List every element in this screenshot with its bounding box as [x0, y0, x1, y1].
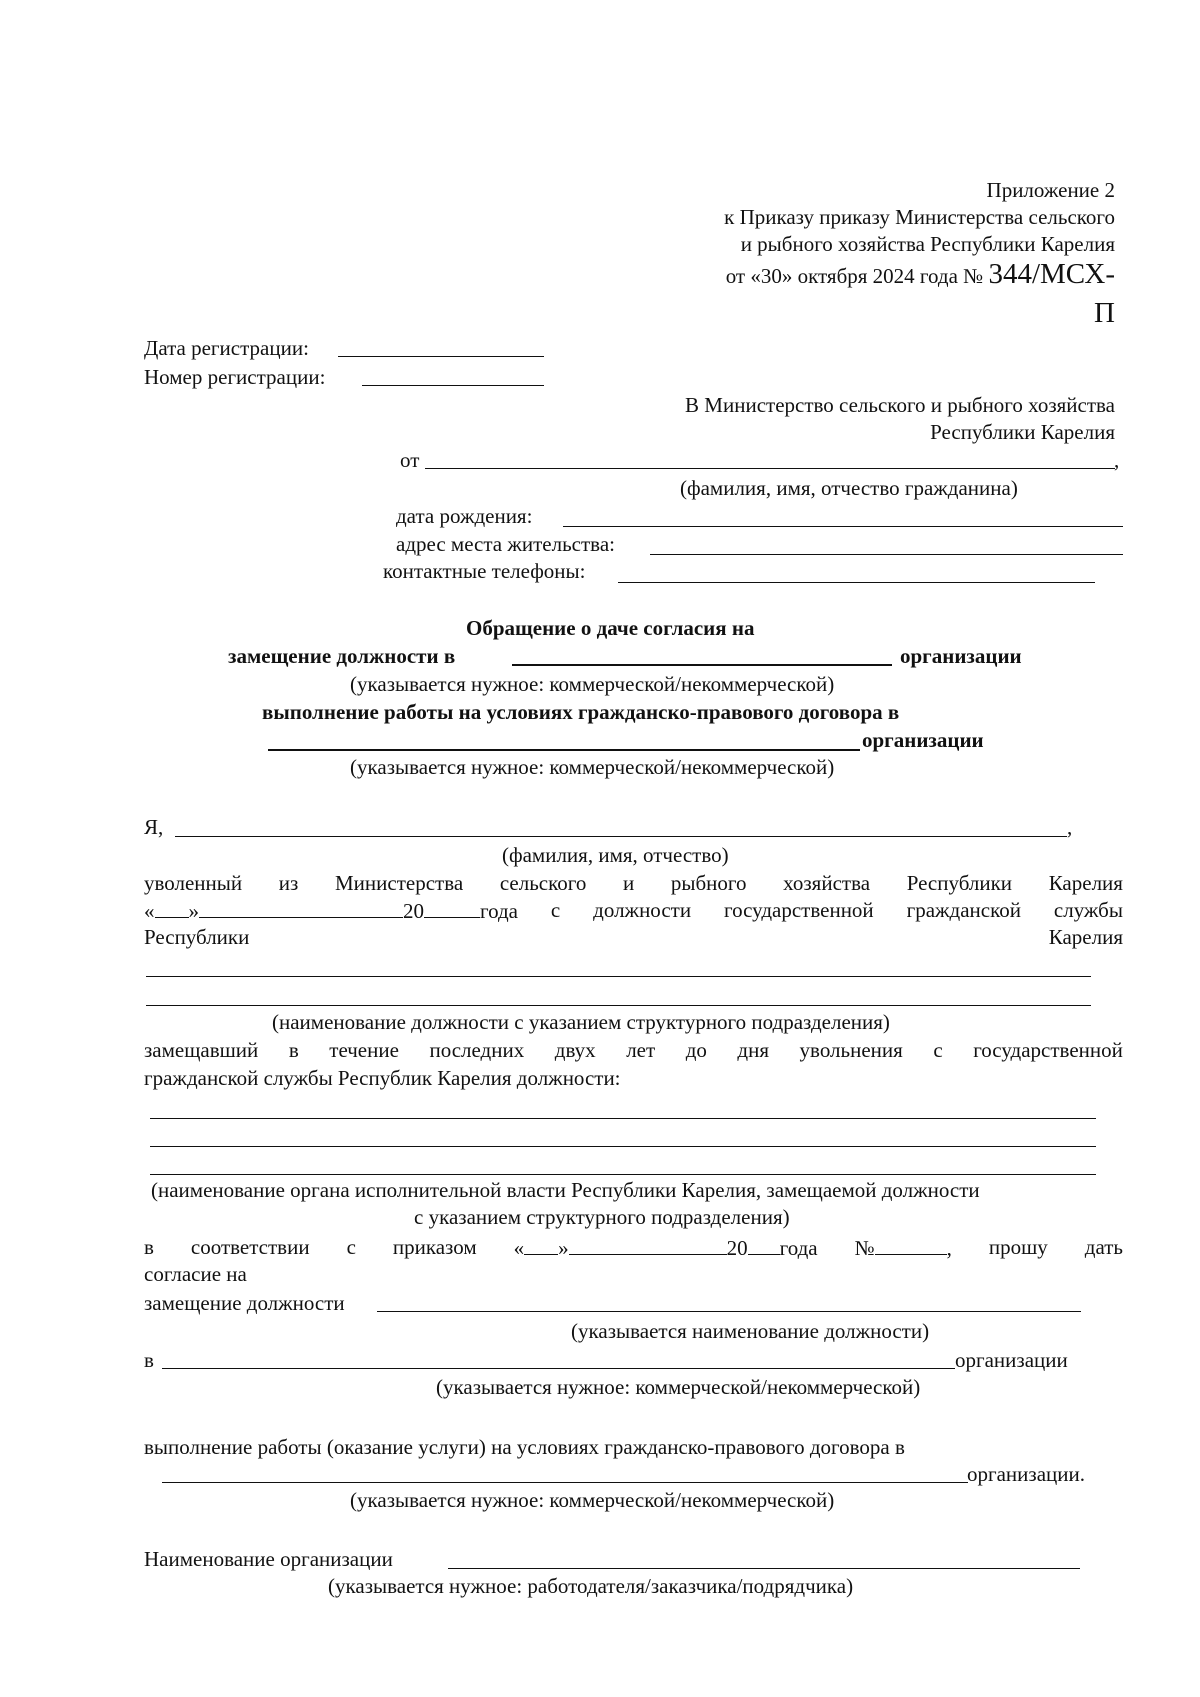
- order-day-field[interactable]: [524, 1234, 558, 1255]
- organization-hint: (указывается нужное: коммерческой/некоммерческой): [436, 1375, 921, 1399]
- body-hint-line-1: (наименование органа исполнительной власти Республики Карелия, замещаемой должности: [151, 1178, 980, 1202]
- order-word: дать: [1084, 1235, 1123, 1259]
- phones-field[interactable]: [618, 582, 1095, 583]
- full-name-hint: (фамилия, имя, отчество): [502, 843, 729, 867]
- dismissed-word: уволенный: [144, 871, 243, 895]
- replaced-word: двух: [554, 1038, 596, 1062]
- addressee-line-1: В Министерство сельского и рыбного хозяйства: [685, 393, 1115, 417]
- dismissed-word: рыбного: [670, 871, 747, 895]
- organization-word: организации: [955, 1348, 1068, 1372]
- title-org-field-1[interactable]: [512, 664, 892, 666]
- work-performance-line: выполнение работы (оказание услуги) на условиях гражданско-правового договора в: [144, 1435, 905, 1459]
- title-org-field-2[interactable]: [268, 749, 860, 751]
- from-label: от: [400, 448, 420, 472]
- annex-line-2: к Приказу приказу Министерства сельского: [724, 205, 1115, 229]
- dismissal-year-field[interactable]: [424, 897, 480, 918]
- replaced-word: государственной: [973, 1038, 1123, 1062]
- replaced-word: лет: [626, 1038, 656, 1062]
- full-name-field[interactable]: [175, 836, 1067, 837]
- birth-date-field[interactable]: [563, 526, 1123, 527]
- dismissal-day-field[interactable]: [155, 897, 189, 918]
- body-field-3[interactable]: [150, 1174, 1096, 1175]
- organization-name-hint: (указывается нужное: работодателя/заказчика/подрядчика): [328, 1574, 854, 1598]
- order-number: 344/МСХ-: [988, 258, 1115, 290]
- title-hint-2: (указывается нужное: коммерческой/некоммерческой): [350, 755, 835, 779]
- registration-number-field[interactable]: [362, 385, 544, 386]
- order-number-fields: № ,: [854, 1236, 952, 1260]
- body-field-1[interactable]: [150, 1118, 1096, 1119]
- organization-name-label: Наименование организации: [144, 1547, 393, 1571]
- order-year-field[interactable]: [748, 1234, 780, 1255]
- replaced-word: течение: [329, 1038, 399, 1062]
- replaced-word: в: [288, 1038, 299, 1062]
- organization-field[interactable]: [162, 1368, 955, 1369]
- dismissed-word: хозяйства: [783, 871, 871, 895]
- order-date-fields: « » 20 года: [513, 1236, 818, 1260]
- annex-date-line: [725, 258, 1115, 290]
- work-organization-field[interactable]: [162, 1482, 968, 1483]
- dismissed-word: Карелия: [1048, 871, 1123, 895]
- consent-to-label: согласие на: [144, 1262, 247, 1286]
- replaced-word: увольнения: [799, 1038, 903, 1062]
- replaced-word: до: [685, 1038, 707, 1062]
- position-field-2[interactable]: [146, 1005, 1091, 1006]
- dismissal-word: гражданской: [906, 898, 1021, 922]
- birth-date-label: дата рождения:: [396, 504, 533, 528]
- dismissed-word: из: [278, 871, 299, 895]
- dismissal-word: с: [550, 898, 561, 922]
- from-hint: (фамилия, имя, отчество гражданина): [680, 476, 1018, 500]
- annex-line-3: и рыбного хозяйства Республики Карелия: [740, 232, 1115, 256]
- position-substitution-field[interactable]: [377, 1311, 1081, 1312]
- from-field[interactable]: [425, 468, 1115, 469]
- in-label: в: [144, 1348, 154, 1372]
- dismissal-word: должности: [593, 898, 692, 922]
- dismissed-line: [144, 870, 1123, 896]
- address-field[interactable]: [650, 554, 1123, 555]
- republic-line: [144, 924, 1123, 950]
- dismissed-word: и: [622, 871, 635, 895]
- registration-date-label: Дата регистрации:: [144, 336, 309, 360]
- title-line-1: Обращение о даче согласия на: [466, 616, 755, 640]
- dismissed-word: сельского: [499, 871, 587, 895]
- registration-number-label: Номер регистрации:: [144, 365, 326, 389]
- title-line-3: выполнение работы на условиях гражданско-правового договора в: [262, 700, 900, 724]
- full-name-comma: ,: [1067, 815, 1073, 839]
- order-number-field[interactable]: [875, 1234, 947, 1255]
- addressee-line-2: Республики Карелия: [930, 420, 1115, 444]
- registration-date-field[interactable]: [338, 356, 544, 357]
- order-number-suffix: П: [1094, 297, 1115, 329]
- title-line-2-org: организации: [900, 644, 1022, 668]
- phones-label: контактные телефоны:: [383, 559, 586, 583]
- from-comma: ,: [1114, 448, 1120, 472]
- dismissal-month-field[interactable]: [199, 897, 403, 918]
- replaced-word: с: [933, 1038, 943, 1062]
- dismissal-date-fields: « » 20 года: [144, 899, 518, 923]
- republic-word: Республики: [144, 925, 250, 949]
- title-line-4-org: организации: [862, 728, 984, 752]
- title-line-2-label: замещение должности в: [228, 644, 456, 668]
- order-word: с: [346, 1235, 356, 1259]
- order-line: [144, 1234, 1123, 1261]
- body-hint-line-2: с указанием структурного подразделения): [414, 1205, 790, 1229]
- annex-title: Приложение 2: [986, 178, 1115, 202]
- dismissal-word: государственной: [724, 898, 874, 922]
- position-name-hint: (указывается наименование должности): [571, 1319, 930, 1343]
- dismissal-date-line: [144, 897, 1123, 924]
- body-field-2[interactable]: [150, 1146, 1096, 1147]
- i-label: Я,: [144, 815, 164, 839]
- dismissal-word: службы: [1053, 898, 1123, 922]
- order-word: приказом: [392, 1235, 477, 1259]
- replaced-line-1: [144, 1037, 1123, 1063]
- organization-name-field[interactable]: [448, 1568, 1080, 1569]
- replaced-word: последних: [429, 1038, 525, 1062]
- order-word: прошу: [988, 1235, 1048, 1259]
- order-word: соответствии: [190, 1235, 310, 1259]
- replaced-word: замещавший: [144, 1038, 259, 1062]
- dismissed-word: Республики: [906, 871, 1013, 895]
- work-organization-hint: (указывается нужное: коммерческой/некоммерческой): [350, 1488, 835, 1512]
- annex-date: от «30» октября 2024 года №: [725, 264, 989, 288]
- karelia-word: Карелия: [1048, 925, 1123, 949]
- order-month-field[interactable]: [569, 1234, 727, 1255]
- position-hint: (наименование должности с указанием структурного подразделения): [272, 1010, 890, 1034]
- order-word: в: [144, 1235, 154, 1259]
- replaced-word: дня: [737, 1038, 770, 1062]
- address-label: адрес места жительства:: [396, 532, 615, 556]
- replaced-line-2: гражданской службы Республик Карелия должности:: [144, 1066, 621, 1090]
- dismissed-word: Министерства: [334, 871, 464, 895]
- position-field-1[interactable]: [146, 976, 1091, 977]
- position-substitution-label: замещение должности: [144, 1291, 345, 1315]
- title-hint-1: (указывается нужное: коммерческой/некоммерческой): [350, 672, 835, 696]
- work-organization-word: организации.: [967, 1462, 1085, 1486]
